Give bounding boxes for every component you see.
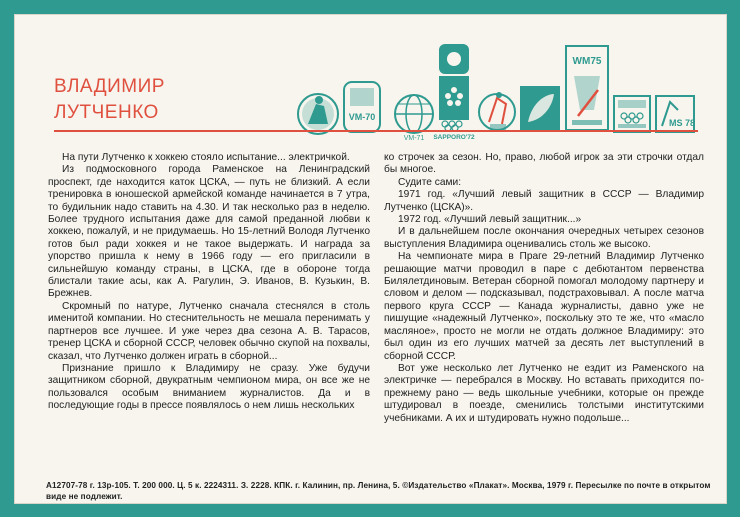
- page-title: [54, 74, 165, 126]
- innsbruck-rings-emblem-icon: [614, 96, 650, 132]
- article-paragraph: Вот уже несколько лет Лутченко не ездит из Раменского на электричке — перебрался в Москву. Но вставать приходится по-прежнему рано — ведь школьные учебники, которые он прежде штудировал в поезде, сменились толстыми институтскими учебниками. А их и штудировать нужно подольше...: [384, 362, 704, 424]
- postcard: [14, 14, 727, 504]
- skater-emblem-icon: [479, 92, 515, 130]
- article-paragraph: Признание пришло к Владимиру не сразу. Уже будучи защитником сборной, двукратным чемпионом мира, он все же не пользовался особым вниманием журналистов. Да и в последующие годы в прессе появлялось о нем лишь нескольких: [48, 362, 370, 412]
- vm70-emblem-icon: [344, 82, 380, 132]
- article-paragraph: Из подмосковного города Раменское на Ленинградский проспект, где находится каток ЦСКА, — путь не близкий. А если тренировка в юношеской армейской команде начинается в 7 утра, то будильник надо ставить на 4.30. И так несколько раз в неделю. Более трудного испытания даже для самой преданной любви к хоккею, пожалуй, и не придумаешь. Но 15-летний Володя Лутченко готов был ради хоккея и не такое выдержать. И награда за упорство пришла к нему в 1966 году — его пригласили в сильнейшую команду страны, в ЦСКА, где в обороне тогда блистали такие асы, как А. Рагулин, Э. Иванов, В. Кузькин, В. Брежнев.: [48, 164, 370, 300]
- emblem-row: [294, 40, 704, 140]
- article-paragraph: ко строчек за сезон. Но, право, любой игрок за эти строчки отдал бы многое.: [384, 152, 704, 176]
- title-rule: [54, 130, 698, 132]
- article-paragraph: Скромный по натуре, Лутченко сначала стеснялся в столь именитой компании. Но стеснительность не мешала перенимать у партнеров все лучшее. И уже через два сезона А. В. Тарасов, тренер ЦСКА и сборной СССР, человек обычно скупой на похвалы, сказал, что Лутченко должен играть в сборной...: [48, 300, 370, 362]
- vm70-label: VM-70: [348, 112, 376, 122]
- vm71-globe-emblem-icon: [395, 95, 433, 140]
- emblems-svg: [294, 40, 704, 140]
- article-paragraph: И в дальнейшем после окончания очередных четырех сезонов выступления Владимира оценивались столь же высоко.: [384, 226, 704, 250]
- article-paragraph: 1972 год. «Лучший левый защитник...»: [398, 214, 582, 226]
- article-paragraph: На пути Лутченко к хоккею стояло испытание... электричкой.: [62, 152, 350, 163]
- sapporo-label: SAPPORO'72: [433, 134, 475, 140]
- article-column-right: [384, 152, 704, 425]
- sapporo72-olympic-emblem-icon: [433, 44, 475, 140]
- imprint-footer: А12707-78 г. 13р-105. Т. 200 000. Ц. 5 к. 2224311. З. 2228. КПК. г. Калинин, пр. Ленина, 5. ©Издательство «Плакат». Москва, 1979 г. Пересылке по почте в открытом виде не подлежит.: [46, 481, 711, 501]
- article-column-left: [48, 152, 370, 413]
- vm71-label: VM-71: [403, 135, 425, 140]
- article-paragraph: Судите сами:: [398, 176, 462, 188]
- leaf-emblem-icon: [520, 86, 560, 130]
- article-paragraph: На чемпионате мира в Праге 29-летний Владимир Лутченко решающие матчи проводил в паре с дебютантом первенства Билялетдиновым. Ветеран сборной помогал молодому партнеру и словом и делом — подсказывал, подстраховывал. А после матча первого круга СССР — Канада журналисты, давно уже не пишущие «надежный Лутченко», поскольку это те же, что «масло масляное», просто не могли не отдать должное Владимиру: это был один из его лучших матчей за десять лет выступлений в сборной СССР.: [384, 251, 704, 362]
- hockey-player-emblem-icon: [298, 94, 338, 134]
- wm75-label: WM75: [572, 56, 602, 67]
- title-first-name: ВЛАДИМИР: [54, 76, 165, 97]
- wm75-emblem-icon: [566, 46, 608, 130]
- ms78-label: MS 78: [668, 118, 696, 128]
- article-paragraph: 1971 год. «Лучший левый защитник в СССР — Владимир Лутченко (ЦСКА)».: [384, 189, 704, 213]
- ms78-emblem-icon: [656, 96, 695, 132]
- title-last-name: ЛУТЧЕНКО: [54, 102, 159, 123]
